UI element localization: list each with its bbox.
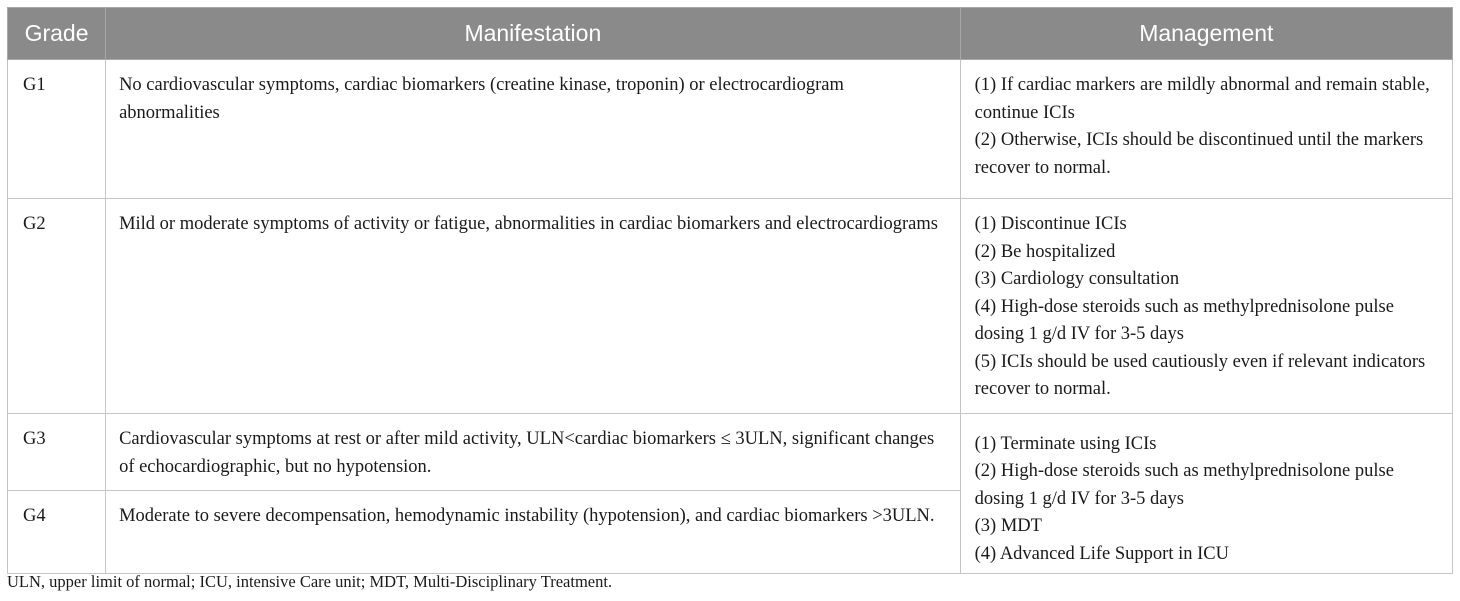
management-item: (4) High-dose steroids such as methylprednisolone pulse dosing 1 g/d IV for 3-5 days xyxy=(974,296,1394,344)
management-item: (2) Be hospitalized xyxy=(974,241,1116,262)
grade-column-header: Grade xyxy=(8,8,106,60)
management-item: (2) High-dose steroids such as methylprednisolone pulse dosing 1 g/d IV for 3-5 days xyxy=(974,461,1394,509)
table-row-g3 xyxy=(8,414,1453,491)
table-row-g2 xyxy=(8,199,1453,414)
grade-cell: G2 xyxy=(8,199,106,414)
grade-cell: G4 xyxy=(8,491,106,574)
table-row-g1 xyxy=(8,60,1453,199)
manifestation-cell: Moderate to severe decompensation, hemodynamic instability (hypotension), and cardiac biomarkers >3ULN. xyxy=(106,491,961,574)
table-footnote: ULN, upper limit of normal; ICU, intensive Care unit; MDT, Multi-Disciplinary Treatment. xyxy=(7,572,613,591)
management-cell-merged xyxy=(960,414,1452,574)
manifestation-cell: Cardiovascular symptoms at rest or after mild activity, ULN<cardiac biomarkers ≤ 3ULN, significant changes of echocardiographic, but no hypotension. xyxy=(106,414,961,491)
grading-table-container xyxy=(7,7,1453,574)
manifestation-column-header: Manifestation xyxy=(106,8,961,60)
management-item: (5) ICIs should be used cautiously even if relevant indicators recover to normal. xyxy=(974,351,1426,399)
management-cell xyxy=(960,199,1452,414)
management-item: (3) MDT xyxy=(974,516,1042,537)
management-column-header: Management xyxy=(960,8,1452,60)
grade-cell: G1 xyxy=(8,60,106,199)
manifestation-cell: No cardiovascular symptoms, cardiac biomarkers (creatine kinase, troponin) or electrocardiogram abnormalities xyxy=(106,60,961,199)
manifestation-cell: Mild or moderate symptoms of activity or fatigue, abnormalities in cardiac biomarkers and electrocardiograms xyxy=(106,199,961,414)
grading-table xyxy=(7,7,1453,574)
management-item: (4) Advanced Life Support in ICU xyxy=(974,543,1229,564)
management-item: (1) Terminate using ICIs xyxy=(974,433,1157,454)
management-item: (2) Otherwise, ICIs should be discontinued until the markers recover to normal. xyxy=(974,130,1424,178)
management-cell xyxy=(960,60,1452,199)
management-item: (3) Cardiology consultation xyxy=(974,269,1180,289)
management-item: (1) If cardiac markers are mildly abnormal and remain stable, continue ICIs xyxy=(974,75,1430,123)
management-item: (1) Discontinue ICIs xyxy=(974,214,1127,234)
grade-cell: G3 xyxy=(8,414,106,491)
table-header-row xyxy=(8,8,1453,60)
